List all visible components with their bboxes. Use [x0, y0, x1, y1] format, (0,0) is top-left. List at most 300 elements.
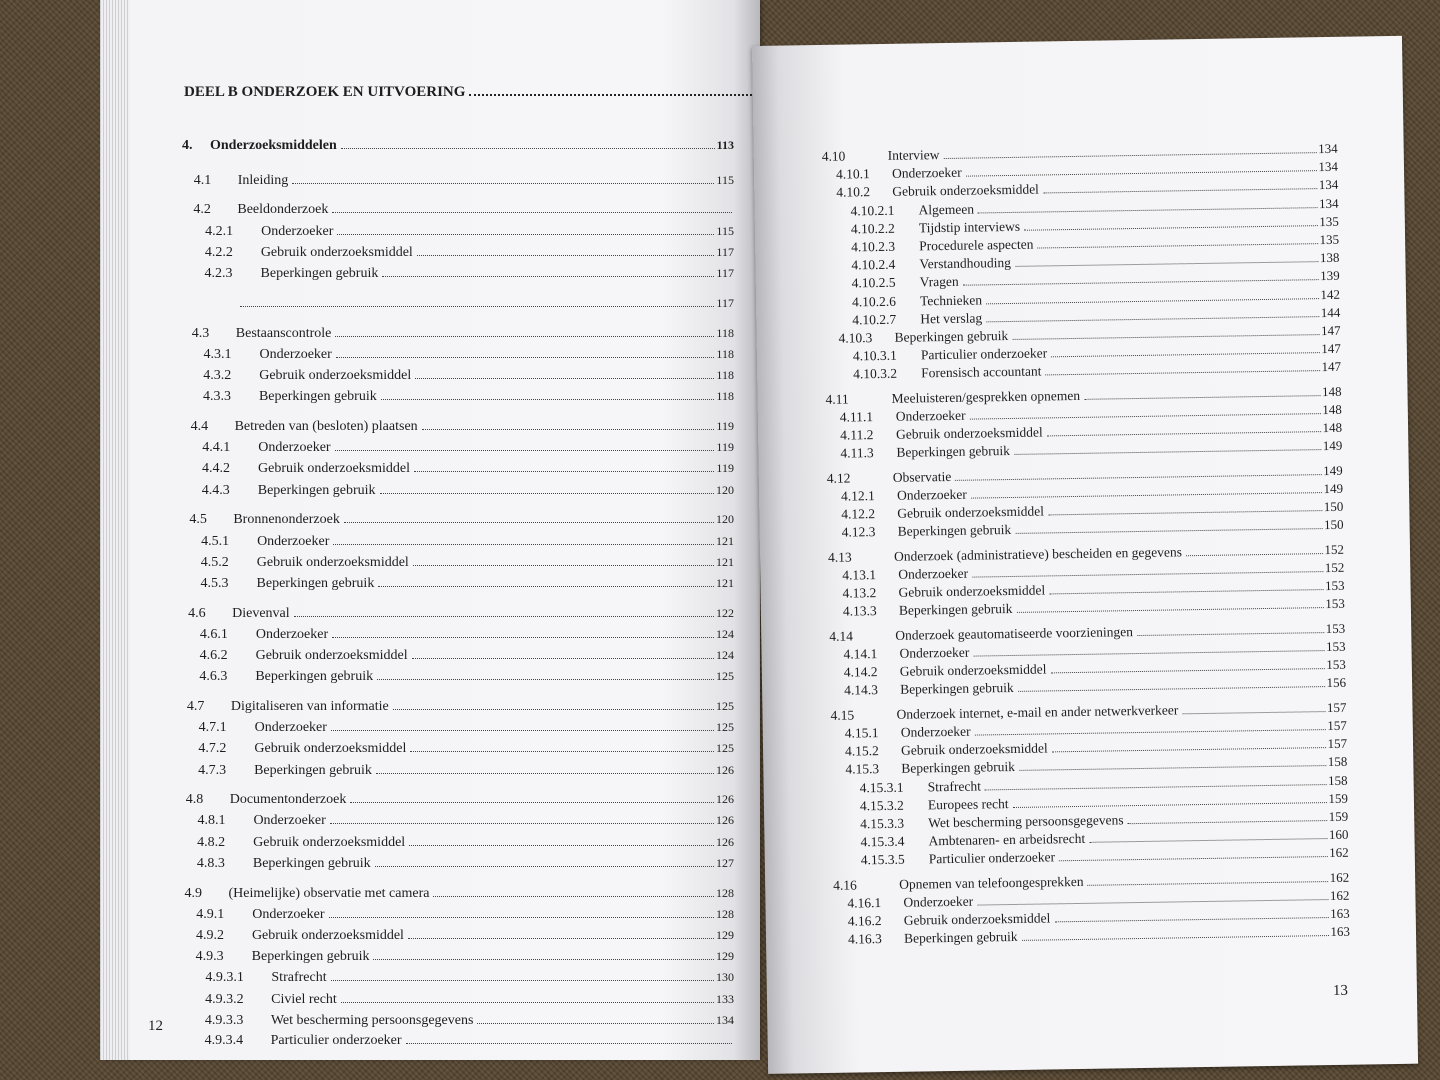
toc-entry-page: 134 — [1318, 158, 1339, 175]
toc-entry-title: Betreden van (besloten) plaatsen — [234, 419, 418, 434]
toc-entry-title: Beperkingen gebruik — [903, 929, 1018, 947]
toc-entry — [205, 244, 734, 261]
toc-entry-number: 4.15.2 — [844, 743, 879, 759]
toc-leader — [1089, 838, 1327, 843]
toc-entry-number: 4.4.2 — [202, 461, 230, 477]
toc-entry-page: 148 — [1322, 401, 1342, 418]
toc-entry-number: 4.6.2 — [199, 648, 228, 663]
toc-leader — [977, 899, 1328, 906]
toc-entry-title: Forensisch accountant — [921, 363, 1042, 381]
toc-entry-number: 4.6.1 — [199, 626, 228, 642]
toc-entry-title: Onderzoeker — [253, 813, 326, 829]
page-number-right: 13 — [1332, 982, 1349, 999]
chapter-page: 113 — [716, 138, 734, 152]
toc-entry-title: Gebruik onderzoeksmiddel — [898, 582, 1046, 600]
toc-entry — [197, 855, 734, 872]
toc-entry-page: 125 — [715, 698, 734, 713]
toc-entry-title: Beperkingen gebruik — [254, 762, 372, 778]
toc-leader — [1019, 765, 1326, 771]
toc-entry-page: 152 — [1324, 541, 1345, 557]
chapter-number: 4. — [182, 138, 193, 153]
toc-entry-number: 4.16.2 — [847, 913, 882, 929]
toc-entry-number: 4.10.2.7 — [852, 311, 897, 328]
toc-entry — [201, 554, 734, 571]
toc-entry-title: Interview — [887, 147, 940, 163]
toc-leader — [1022, 935, 1329, 941]
toc-entry-title: Bronnenonderzoek — [233, 512, 340, 528]
toc-entry-number: 4.11.2 — [840, 427, 874, 443]
toc-leader — [986, 316, 1319, 322]
toc-entry — [202, 439, 734, 456]
toc-entry-title: Beperkingen gebruik — [256, 575, 375, 591]
toc-leader — [985, 784, 1326, 790]
toc-entry-number: 4.8 — [185, 792, 204, 808]
toc-entry-title: Inleiding — [237, 173, 289, 188]
toc-entry — [201, 575, 734, 592]
toc-entry-number: 4.15.3.3 — [860, 815, 905, 832]
toc-entry-number: 4.15.3.4 — [860, 833, 905, 850]
toc-leader — [240, 306, 714, 307]
toc-entry-title: Gebruik onderzoeksmiddel — [892, 181, 1039, 200]
toc-leader — [1024, 225, 1317, 231]
toc-entry-title: Gebruik onderzoeksmiddel — [256, 554, 409, 570]
toc-entry-number: 4.14.2 — [843, 664, 878, 680]
toc-entry-title: Onderzoeker — [903, 893, 974, 910]
toc-entry — [196, 927, 734, 944]
toc-leader — [970, 413, 1321, 420]
toc-entry-title: Particulier onderzoeker — [270, 1032, 402, 1048]
toc-entry-number: 4.8.2 — [197, 834, 226, 850]
toc-entry-number: 4.6.3 — [199, 669, 228, 685]
toc-entry-number: 4.2 — [193, 201, 211, 217]
toc-entry-number: 4.12.3 — [841, 524, 876, 541]
toc-entry-number: 4.12.1 — [840, 488, 875, 504]
toc-leader — [380, 493, 714, 494]
toc-entry-title: Wet bescherming persoonsgegevens — [270, 1012, 474, 1028]
toc-entry-title: Onderzoek (administratieve) bescheiden en gegevens — [893, 544, 1183, 564]
toc-entry-number: 4.10.1 — [835, 166, 870, 182]
toc-entry-number: 4.5.3 — [200, 575, 229, 591]
toc-entry-number: 4.10.3 — [838, 330, 873, 346]
toc-entry-number: 4.4 — [190, 419, 209, 434]
toc-entry-title: Onderzoeker — [257, 533, 330, 549]
toc-entry-page: 134 — [715, 1012, 734, 1027]
toc-entry-title: Meeluisteren/gesprekken opnemen — [891, 387, 1081, 406]
toc-entry-title: Dievenval — [232, 605, 290, 621]
toc-entry-page: 128 — [715, 906, 734, 921]
toc-entry-number: 4.10.2.2 — [850, 220, 895, 237]
toc-entry — [191, 418, 734, 435]
toc-entry-page: 138 — [1319, 249, 1340, 266]
toc-list-right — [752, 36, 1402, 947]
toc-leader — [413, 565, 714, 566]
toc-entry-title: (Heimelijke) observatie met camera — [228, 885, 430, 901]
toc-entry — [193, 202, 734, 218]
toc-entry-number: 4.7.1 — [198, 720, 227, 736]
toc-leader — [986, 298, 1318, 304]
toc-entry-title: Europees recht — [927, 795, 1009, 813]
toc-entry-title: Onderzoeker — [899, 644, 970, 661]
toc-leader — [1013, 802, 1327, 808]
toc-entry-page: 133 — [715, 991, 734, 1006]
toc-entry — [200, 647, 734, 664]
toc-entry-number: 4.10.2 — [836, 184, 871, 201]
toc-entry-number: 4.15.3 — [845, 761, 880, 778]
page-number-left: 12 — [148, 1018, 163, 1034]
toc-leader — [350, 802, 714, 803]
toc-entry-page: 139 — [1320, 268, 1340, 284]
toc-entry-number: 4.6 — [188, 605, 206, 621]
toc-entry-page: 121 — [715, 554, 734, 569]
toc-entry-title: Ambtenaren- en arbeidsrecht — [928, 831, 1086, 849]
toc-entry-title: Beperkingen gebruik — [258, 389, 377, 405]
toc-entry-title: Algemeen — [918, 201, 975, 217]
toc-leader — [1049, 589, 1323, 594]
toc-entry-title: Particulier onderzoeker — [928, 849, 1056, 867]
toc-entry-page: 126 — [715, 792, 734, 807]
toc-entry-title: Digitaliseren van informatie — [230, 698, 389, 714]
toc-entry-page: 119 — [716, 461, 734, 476]
toc-entry-title: Beperkingen gebruik — [897, 522, 1012, 540]
toc-entry — [204, 346, 734, 363]
toc-entry-page: 119 — [716, 419, 734, 433]
toc-entry — [205, 265, 734, 282]
toc-entry — [188, 605, 734, 622]
toc-entry — [187, 698, 734, 715]
toc-entry-page: 157 — [1327, 717, 1347, 734]
toc-entry-number: 4.16.1 — [847, 895, 882, 911]
toc-entry-page: 153 — [1325, 638, 1346, 655]
toc-entry-page: 158 — [1327, 772, 1348, 788]
toc-entry-title: Gebruik onderzoeksmiddel — [897, 503, 1045, 521]
toc-entry-title: Onderzoeker — [252, 906, 325, 922]
toc-entry-page: 119 — [716, 440, 734, 455]
toc-entry — [205, 969, 734, 986]
toc-entry-number: 4.7 — [186, 698, 205, 714]
toc-entry-number: 4.14.3 — [844, 682, 878, 699]
toc-entry-number: 4.8.3 — [196, 855, 225, 871]
toc-leader — [1048, 510, 1322, 515]
chapter-heading — [182, 137, 734, 154]
toc-leader — [330, 823, 714, 824]
toc-entry-number: 4.9 — [184, 885, 202, 901]
toc-leader — [1047, 431, 1321, 436]
toc-entry-title: Procedurele aspecten — [919, 236, 1034, 254]
toc-leader — [973, 650, 1324, 657]
toc-entry-page: 147 — [1321, 340, 1341, 357]
toc-entry-number: 4.7.2 — [198, 741, 227, 757]
toc-entry-page: 125 — [715, 741, 734, 756]
toc-entry — [192, 295, 734, 311]
toc-entry-title: Gebruik onderzoeksmiddel — [254, 741, 407, 757]
toc-leader — [422, 429, 715, 430]
toc-entry-page: 147 — [1321, 359, 1342, 375]
toc-entry-title: Wet bescherming persoonsgegevens — [928, 812, 1124, 831]
toc-entry — [198, 740, 734, 757]
toc-entry-number: 4.12.2 — [841, 506, 876, 522]
toc-leader — [978, 207, 1317, 213]
toc-entry-title: Onderzoeker — [258, 440, 331, 456]
toc-entry-page: 149 — [1323, 480, 1344, 497]
toc-entry-title: Onderzoeker — [891, 164, 962, 182]
toc-entry-title: Documentonderzoek — [229, 792, 347, 808]
toc-entry-title: Technieken — [919, 292, 983, 308]
toc-entry — [202, 460, 734, 477]
toc-entry-title: Beperkingen gebruik — [894, 328, 1009, 345]
toc-leader — [377, 679, 714, 680]
toc-entry-page: 150 — [1323, 498, 1344, 515]
toc-entry-number: 4.9.3 — [195, 949, 224, 965]
toc-leader — [1017, 607, 1324, 613]
toc-entry — [186, 791, 734, 808]
toc-entry-number: 4.15.3.2 — [859, 797, 904, 814]
toc-entry-page: 157 — [1326, 699, 1347, 715]
toc-leader — [963, 280, 1319, 287]
toc-entry-page: 115 — [716, 223, 734, 238]
toc-entry-number: 4.13.1 — [842, 567, 877, 583]
toc-entry-page: 125 — [715, 720, 734, 735]
toc-entry-page: 134 — [1318, 195, 1339, 211]
toc-entry-number: 4.13 — [827, 549, 852, 565]
toc-entry — [203, 367, 734, 384]
toc-entry-page: 153 — [1325, 596, 1345, 612]
toc-entry-page: 163 — [1330, 905, 1350, 922]
toc-entry — [202, 482, 734, 499]
toc-leader — [1182, 711, 1325, 714]
toc-leader — [975, 729, 1326, 736]
toc-entry-number: 4.9.3.4 — [204, 1032, 244, 1048]
toc-entry-page: 126 — [715, 762, 734, 777]
toc-leader — [373, 959, 714, 960]
toc-entry-title: Beperkingen gebruik — [257, 482, 376, 498]
toc-entry-number: 4.16 — [833, 877, 857, 893]
toc-entry — [197, 834, 734, 851]
toc-entry-number: 4.5.2 — [200, 554, 229, 570]
toc-entry — [205, 223, 734, 240]
toc-entry-page: 124 — [715, 626, 734, 641]
toc-entry-title: Beperkingen gebruik — [260, 266, 379, 282]
toc-entry — [199, 668, 734, 685]
toc-leader — [417, 255, 715, 256]
toc-entry — [196, 906, 734, 923]
toc-entry — [199, 719, 734, 736]
toc-entry-number: 4.11.3 — [840, 445, 874, 462]
toc-leader — [1084, 395, 1320, 400]
toc-entry-number: 4.8.1 — [197, 813, 226, 829]
toc-entry — [197, 812, 734, 829]
toc-entry — [205, 991, 734, 1008]
toc-entry-title: Strafrecht — [271, 970, 327, 986]
toc-leader — [1051, 352, 1319, 357]
toc-leader — [414, 471, 714, 472]
toc-leader — [376, 773, 714, 774]
toc-leader — [944, 152, 1317, 159]
toc-leader — [412, 658, 714, 659]
toc-entry-title: Het verslag — [920, 310, 983, 327]
toc-leader — [375, 866, 714, 867]
toc-entry-title: Beeldonderzoek — [237, 201, 329, 217]
toc-entry-number: 4.9.3.2 — [205, 991, 244, 1007]
toc-entry — [198, 762, 734, 779]
toc-leader — [331, 980, 714, 981]
toc-leader — [341, 1002, 714, 1003]
toc-entry-title: Onderzoeker — [261, 223, 334, 239]
toc-entry-page: 163 — [1330, 924, 1351, 940]
toc-entry-title: Gebruik onderzoeksmiddel — [253, 834, 406, 850]
toc-entry-title: Beperkingen gebruik — [255, 669, 374, 685]
toc-entry-page: 118 — [716, 389, 734, 404]
toc-entry-title: Beperkingen gebruik — [901, 759, 1016, 777]
toc-entry — [192, 325, 734, 342]
toc-entry-page: 158 — [1327, 754, 1348, 770]
chapter-title: Onderzoeksmiddelen — [210, 138, 337, 153]
toc-entry-page: 117 — [716, 245, 734, 260]
toc-entry — [201, 533, 734, 550]
toc-entry-title: Beperkingen gebruik — [896, 443, 1011, 461]
toc-leader — [1088, 881, 1328, 886]
toc-entry-page: 153 — [1324, 577, 1345, 594]
toc-entry-page: 147 — [1320, 322, 1341, 339]
toc-entry-number: 4.10.3.2 — [853, 366, 898, 382]
toc-entry-title: Civiel recht — [271, 991, 337, 1007]
toc-entry-title: Gebruik onderzoeksmiddel — [260, 245, 413, 261]
toc-entry-title: Onderzoeker — [900, 723, 971, 740]
toc-entry-page: 115 — [716, 173, 734, 187]
toc-entry-page: 162 — [1329, 845, 1349, 861]
toc-entry-number: 4.9.1 — [196, 906, 225, 922]
toc-entry-page: 124 — [715, 648, 734, 662]
toc-leader — [410, 751, 714, 752]
toc-leader — [335, 450, 715, 451]
toc-leader — [378, 586, 714, 587]
toc-entry-title: Onderzoeker — [895, 407, 966, 424]
toc-leader — [333, 544, 714, 545]
toc-entry-page: 122 — [715, 605, 734, 620]
toc-entry-number: 4.15 — [830, 707, 855, 723]
part-heading — [184, 84, 794, 100]
toc-entry-number: 4.15.3.5 — [860, 852, 905, 868]
toc-entry-number: 4.10.2.6 — [851, 293, 897, 310]
toc-leader — [955, 474, 1321, 481]
toc-entry-number: 4.10.2.4 — [851, 256, 896, 273]
toc-entry-title: Onderzoek geautomatiseerde voorzieningen — [895, 623, 1134, 643]
toc-entry — [205, 1012, 734, 1029]
toc-entry-title: Vragen — [919, 274, 959, 290]
toc-entry-page: 125 — [715, 669, 734, 684]
toc-entry — [189, 511, 734, 528]
toc-leader — [1186, 553, 1323, 556]
toc-entry-number: 4.2.2 — [204, 245, 233, 261]
toc-entry — [196, 948, 734, 965]
toc-entry-number: 4.15.1 — [844, 725, 879, 741]
toc-entry-title: Tijdstip interviews — [918, 218, 1021, 236]
toc-leader — [294, 616, 714, 617]
toc-entry-page: 130 — [715, 970, 734, 985]
toc-entry-title: Onderzoeker — [255, 626, 329, 642]
toc-entry-page: 120 — [715, 482, 734, 497]
toc-entry-number: 4.3.1 — [203, 346, 232, 362]
toc-leader — [408, 938, 714, 939]
toc-entry-page: 118 — [716, 368, 734, 383]
toc-entry-page: 152 — [1324, 559, 1345, 576]
toc-entry-page: 118 — [716, 346, 734, 361]
toc-entry-title: Onderzoeker — [259, 346, 332, 362]
toc-entry-title: Observatie — [892, 468, 952, 485]
toc-entry-page: 129 — [715, 949, 734, 964]
toc-entry-page: 149 — [1323, 462, 1343, 478]
toc-entry-page: 126 — [715, 813, 734, 828]
toc-entry-number: 4.10 — [821, 148, 846, 164]
toc-leader — [382, 276, 714, 277]
toc-entry-page: 160 — [1328, 826, 1349, 843]
toc-entry-page: 135 — [1319, 231, 1340, 248]
toc-entry-number: 4.13.3 — [842, 603, 877, 620]
toc-leader — [1043, 189, 1317, 194]
toc-entry-page: 142 — [1320, 286, 1341, 302]
toc-entry-title: Gebruik onderzoeksmiddel — [251, 927, 404, 943]
toc-entry — [200, 626, 734, 643]
toc-entry-number: 4.13.2 — [842, 585, 877, 601]
toc-leader — [433, 896, 714, 897]
toc-entry-title: Onderzoeker — [896, 486, 967, 503]
toc-entry-page: 127 — [715, 855, 734, 870]
toc-entry-page: 121 — [715, 575, 734, 590]
toc-leader — [344, 522, 714, 523]
toc-entry-number: 4.12 — [826, 470, 851, 486]
toc-entry-title: Gebruik onderzoeksmiddel — [896, 424, 1043, 442]
toc-leader — [1015, 528, 1322, 534]
toc-entry-number: 4.7.3 — [198, 762, 227, 778]
toc-entry-number: 4.5 — [189, 512, 207, 528]
toc-leader — [331, 730, 714, 731]
left-page — [100, 0, 760, 1060]
toc-entry-title: Verstandhouding — [919, 255, 1012, 272]
toc-entry-page: 162 — [1329, 887, 1350, 904]
toc-leader — [292, 183, 714, 184]
toc-entry-title: Strafrecht — [927, 778, 981, 794]
toc-entry-page: 144 — [1320, 304, 1341, 320]
toc-leader — [329, 917, 714, 918]
part-title: DEEL B ONDERZOEK EN UITVOERING — [184, 84, 466, 100]
toc-entry-number: 4.11 — [825, 391, 849, 407]
toc-entry-title: Beperkingen gebruik — [252, 855, 371, 871]
toc-entry-number: 4.16.3 — [847, 931, 882, 947]
toc-entry-page: 150 — [1323, 517, 1344, 533]
toc-entry-title: Particulier onderzoeker — [920, 345, 1048, 363]
toc-entry-page: 153 — [1325, 620, 1346, 636]
toc-entry-number: 4.14.1 — [843, 646, 878, 662]
toc-leader — [477, 1023, 714, 1024]
toc-leader — [1050, 668, 1324, 673]
toc-entry-title: Beperkingen gebruik — [251, 949, 370, 965]
toc-entry-page: 128 — [715, 885, 734, 900]
toc-entry-number: 4.1 — [193, 173, 212, 188]
toc-leader — [1038, 243, 1318, 248]
toc-entry-page: 149 — [1322, 438, 1343, 454]
toc-entry-number: 4.9.3.3 — [204, 1012, 244, 1028]
toc-entry-page: 134 — [1318, 140, 1338, 157]
toc-entry-title: Opnemen van telefoongesprekken — [899, 873, 1084, 892]
toc-entry-number: 4.11.1 — [839, 409, 874, 425]
toc-leader — [415, 378, 714, 379]
toc-entry-page: 117 — [716, 296, 734, 310]
toc-entry-page: 148 — [1322, 419, 1343, 436]
toc-entry-number: 4.10.3.1 — [852, 347, 897, 364]
toc-leader — [1137, 632, 1324, 636]
toc-leader — [332, 637, 714, 638]
toc-leader — [1014, 450, 1321, 456]
toc-entry-number: 4.3.2 — [203, 368, 232, 384]
